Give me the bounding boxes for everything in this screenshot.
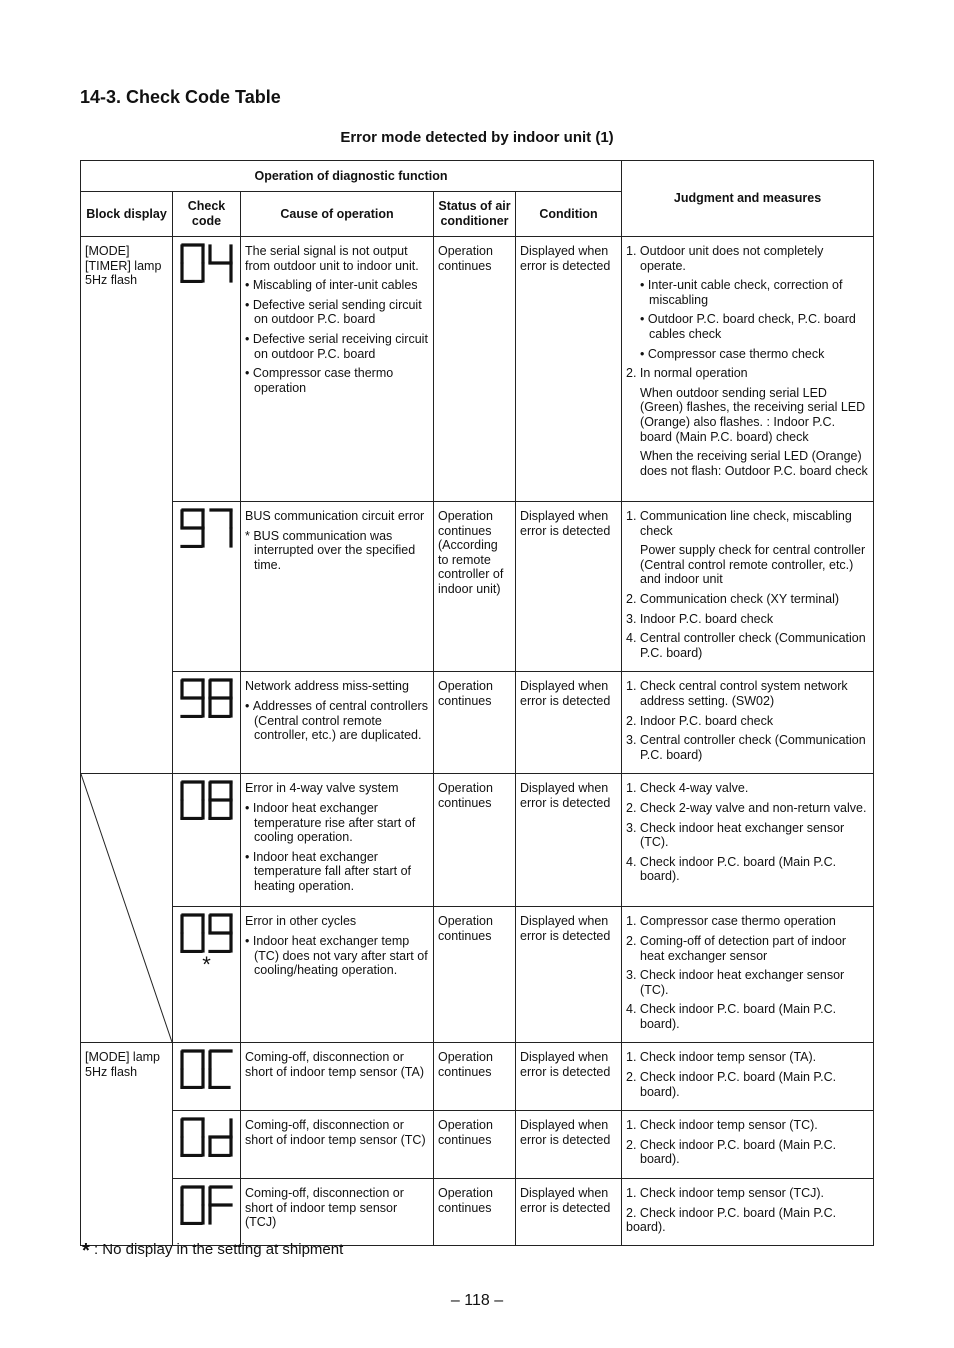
table-body xyxy=(81,237,874,1246)
status-cell: Operation continues xyxy=(434,672,516,774)
check-code-display xyxy=(175,1117,238,1157)
code-star-mark: * xyxy=(202,952,211,978)
cause-cell xyxy=(241,1111,434,1179)
cause-item: • Indoor heat exchanger temperature rise after start of cooling operation. xyxy=(245,801,429,845)
check-code-display xyxy=(175,678,238,718)
cause-cell xyxy=(241,502,434,672)
cause-cell xyxy=(241,1179,434,1246)
status-cell: Operation continues xyxy=(434,1111,516,1179)
header-status: Status of air conditioner xyxy=(434,192,516,237)
table-row xyxy=(81,672,874,774)
footnote-star: * xyxy=(82,1240,90,1262)
check-code-cell xyxy=(173,1043,241,1111)
measure-item: 3. Check indoor heat exchanger sensor (TC). xyxy=(626,820,845,850)
cause-item: * BUS communication was interrupted over the specified time. xyxy=(245,529,429,573)
cause-item: • Defective serial receiving circuit on outdoor P.C. board xyxy=(245,332,429,361)
measure-item: 3. Central controller check (Communication P.C. board) xyxy=(626,733,866,762)
block-display-cell xyxy=(81,774,173,1043)
check-code-display xyxy=(175,508,238,548)
cause-cell xyxy=(241,237,434,502)
measure-item: Power supply check for central controller (Central control remote controller, etc.) and indoor unit xyxy=(640,543,866,587)
measure-item: 2. Indoor P.C. board check xyxy=(626,713,774,728)
check-code-cell xyxy=(173,1179,241,1246)
status-cell: Operation continues xyxy=(434,907,516,1043)
cause-cell xyxy=(241,907,434,1043)
condition-cell: Displayed when error is detected xyxy=(516,502,622,672)
measure-item: When the receiving serial LED (Orange) does not flash: Outdoor P.C. board check xyxy=(640,449,868,478)
footnote-text: : No display in the setting at shipment xyxy=(89,1241,344,1258)
measure-item: • Outdoor P.C. board check, P.C. board cables check xyxy=(626,312,869,341)
measure-item: 2. Check indoor P.C. board (Main P.C. board). xyxy=(626,1137,837,1167)
cause-item: • Compressor case thermo operation xyxy=(245,366,429,395)
header-cause: Cause of operation xyxy=(241,192,434,237)
measure-item: 1. Check indoor temp sensor (TCJ). xyxy=(626,1186,825,1201)
check-code-cell xyxy=(173,1111,241,1179)
table-row xyxy=(81,774,874,907)
measure-item: 1. Outdoor unit does not completely operate. xyxy=(626,244,824,273)
table-row xyxy=(81,237,874,502)
measures-cell xyxy=(622,1179,874,1246)
cause-title: Coming-off, disconnection or short of indoor temp sensor (TA) xyxy=(245,1050,425,1080)
cause-cell xyxy=(241,1043,434,1111)
measure-item: • Compressor case thermo check xyxy=(626,347,869,362)
table-row xyxy=(81,1111,874,1179)
measure-item: • Inter-unit cable check, correction of miscabling xyxy=(626,278,869,307)
table-row xyxy=(81,907,874,1043)
cause-title: Error in other cycles xyxy=(245,914,357,929)
measure-item: When outdoor sending serial LED (Green) flashes, the receiving serial LED (Orange) also flashes. : Indoor P.C. board (Main P.C. board) check xyxy=(640,385,866,444)
measure-item: 3. Indoor P.C. board check xyxy=(626,611,774,626)
condition-cell: Displayed when error is detected xyxy=(516,237,622,502)
cause-item: • Addresses of central controllers (Central control remote controller, etc.) are duplicated. xyxy=(245,699,429,743)
measure-item: 1. Check indoor temp sensor (TA). xyxy=(626,1050,817,1065)
footnote xyxy=(82,1240,343,1263)
header-diagnostic-group: Operation of diagnostic function xyxy=(81,161,622,192)
table-row xyxy=(81,502,874,672)
measure-item: 4. Check indoor P.C. board (Main P.C. board). xyxy=(626,854,837,884)
check-code-cell xyxy=(173,502,241,672)
measure-item: 4. Central controller check (Communication P.C. board) xyxy=(626,631,866,660)
measures-cell xyxy=(622,502,874,672)
measure-item: 1. Check indoor temp sensor (TC). xyxy=(626,1118,818,1133)
measures-cell xyxy=(622,672,874,774)
condition-cell: Displayed when error is detected xyxy=(516,907,622,1043)
header-block-display: Block display xyxy=(81,192,173,237)
cause-cell xyxy=(241,774,434,907)
measures-cell xyxy=(622,907,874,1043)
condition-cell: Displayed when error is detected xyxy=(516,774,622,907)
cause-title: Error in 4-way valve system xyxy=(245,781,399,796)
check-code-table xyxy=(80,160,874,1246)
check-code-display xyxy=(175,1049,238,1089)
measure-item: 1. Communication line check, miscabling check xyxy=(626,509,852,538)
measure-item: 4. Check indoor P.C. board (Main P.C. board). xyxy=(626,1002,837,1031)
measure-item: 2. Communication check (XY terminal) xyxy=(626,591,840,606)
measures-cell xyxy=(622,237,874,502)
check-code-display xyxy=(175,243,238,283)
check-code-cell xyxy=(173,672,241,774)
check-code-display xyxy=(175,913,238,953)
condition-cell: Displayed when error is detected xyxy=(516,672,622,774)
condition-cell: Displayed when error is detected xyxy=(516,1043,622,1111)
status-cell: Operation continues xyxy=(434,1043,516,1111)
measure-item: 2. Check indoor P.C. board (Main P.C. board). xyxy=(626,1070,837,1099)
block-display-label: [MODE] [TIMER] lamp 5Hz flash xyxy=(85,244,162,288)
check-code-cell xyxy=(173,774,241,907)
measures-cell xyxy=(622,774,874,907)
measure-item: 2. Check indoor P.C. board (Main P.C. board). xyxy=(626,1205,837,1235)
measure-item: 2. In normal operation xyxy=(626,366,748,381)
check-code-display xyxy=(175,1185,238,1225)
table-row xyxy=(81,1179,874,1246)
table-row xyxy=(81,1043,874,1111)
cause-cell xyxy=(241,672,434,774)
check-code-cell xyxy=(173,237,241,502)
cause-title: BUS communication circuit error xyxy=(245,509,425,523)
measure-item: 2. Check 2-way valve and non-return valve. xyxy=(626,800,867,815)
measures-cell xyxy=(622,1111,874,1179)
header-condition: Condition xyxy=(516,192,622,237)
cause-item: • Indoor heat exchanger temperature fall after start of heating operation. xyxy=(245,850,429,894)
status-cell: Operation continues xyxy=(434,237,516,502)
measure-item: 3. Check indoor heat exchanger sensor (TC). xyxy=(626,968,845,997)
measure-item: 2. Coming-off of detection part of indoor heat exchanger sensor xyxy=(626,933,847,963)
table-caption: Error mode detected by indoor unit (1) xyxy=(340,129,614,146)
diagonal-line xyxy=(81,774,172,1042)
cause-title: The serial signal is not output from outdoor unit to indoor unit. xyxy=(245,244,419,273)
measure-item: 1. Compressor case thermo operation xyxy=(626,914,836,929)
measure-item: 1. Check central control system network address setting. (SW02) xyxy=(626,679,848,708)
block-display-cell xyxy=(81,237,173,774)
page-number: – 118 – xyxy=(450,1292,504,1309)
status-cell: Operation continues (According to remote controller of indoor unit) xyxy=(434,502,516,672)
measure-item: 1. Check 4-way valve. xyxy=(626,781,749,796)
check-code-cell xyxy=(173,907,241,1043)
header-judgment: Judgment and measures xyxy=(622,161,874,237)
status-cell: Operation continues xyxy=(434,774,516,907)
section-title: 14-3. Check Code Table xyxy=(80,87,281,107)
cause-title: Coming-off, disconnection or short of indoor temp sensor (TC) xyxy=(245,1118,426,1147)
condition-cell: Displayed when error is detected xyxy=(516,1179,622,1246)
measures-cell xyxy=(622,1043,874,1111)
cause-item: • Indoor heat exchanger temp (TC) does not vary after start of cooling/heating operation. xyxy=(245,934,429,978)
status-cell: Operation continues xyxy=(434,1179,516,1246)
check-code-display xyxy=(175,780,238,820)
cause-title: Network address miss-setting xyxy=(245,679,409,694)
condition-cell: Displayed when error is detected xyxy=(516,1111,622,1179)
cause-item: • Defective serial sending circuit on outdoor P.C. board xyxy=(245,298,429,327)
block-display-cell xyxy=(81,1043,173,1246)
header-check-code: Check code xyxy=(173,192,241,237)
cause-item: • Miscabling of inter-unit cables xyxy=(245,278,429,293)
cause-title: Coming-off, disconnection or short of indoor temp sensor (TCJ) xyxy=(245,1186,404,1230)
block-display-label: [MODE] lamp 5Hz flash xyxy=(85,1050,161,1080)
